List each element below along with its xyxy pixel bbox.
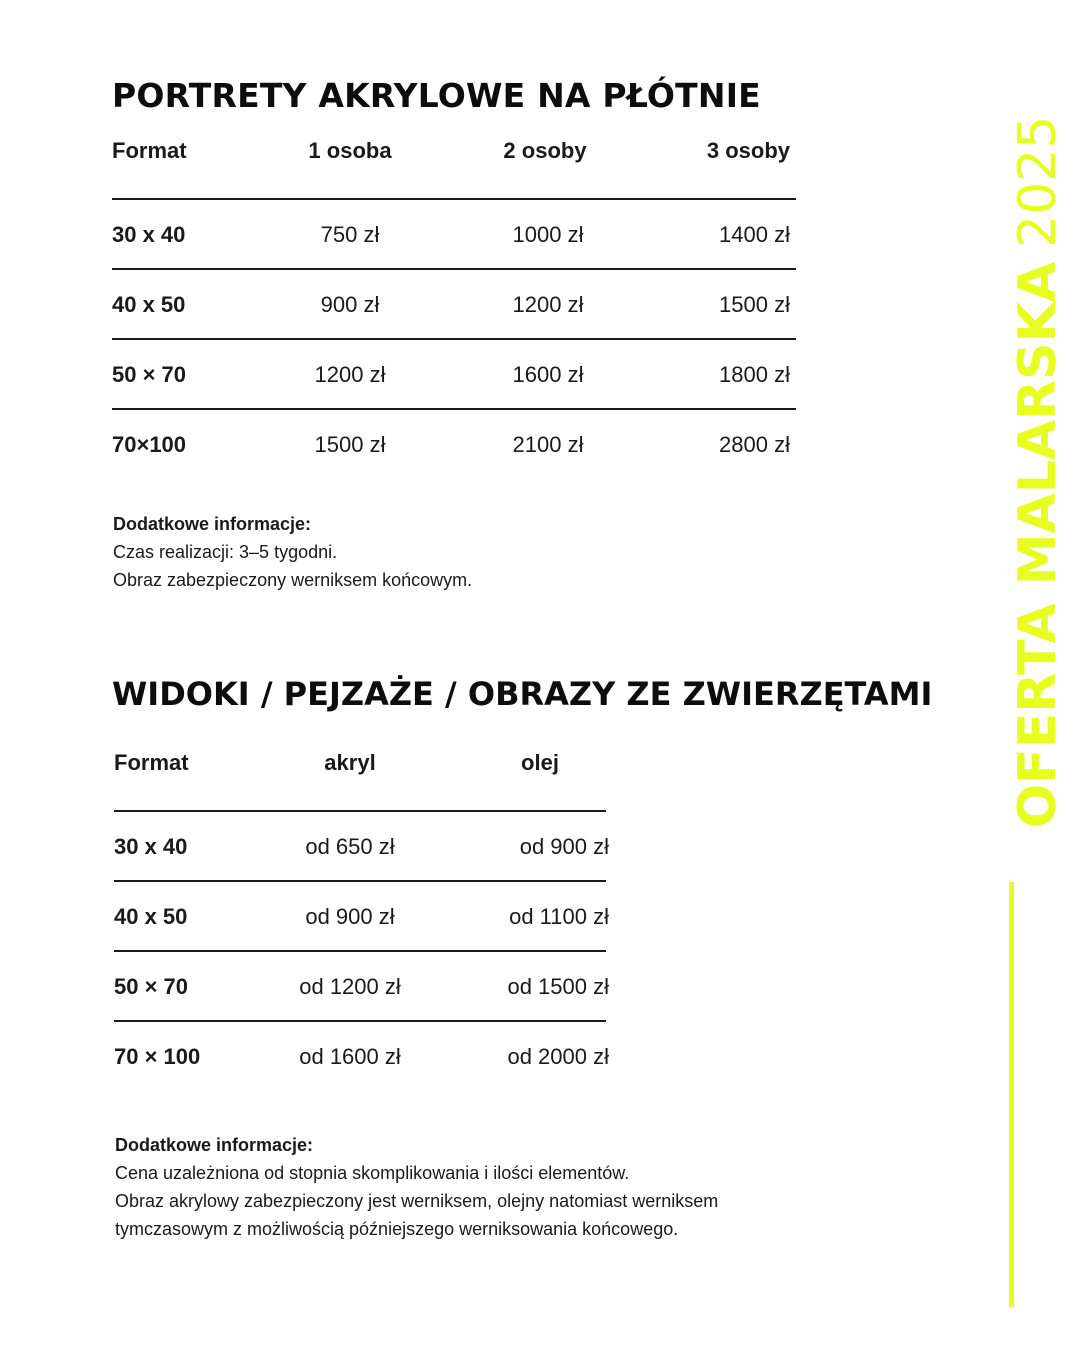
info-line: Cena uzależniona od stopnia skomplikowania i ilości elementów. [115, 1163, 630, 1183]
price-cell: od 900 zł [519, 834, 609, 859]
format-cell: 50 × 70 [114, 974, 189, 999]
format-cell: 70×100 [112, 432, 187, 457]
info-line: tymczasowym z możliwością późniejszego werniksowania końcowego. [115, 1219, 679, 1239]
table-row [112, 410, 796, 480]
price-cell: 750 zł [320, 222, 380, 247]
price-cell: od 1600 zł [299, 1044, 401, 1069]
format-cell: 50 × 70 [112, 362, 187, 387]
table-header [112, 126, 796, 200]
header-1-person: 1 osoba [308, 138, 392, 163]
price-cell: 1400 zł [719, 222, 790, 247]
table-row [114, 1022, 609, 1092]
section1-title: PORTRETY AKRYLOWE NA PŁÓTNIE [112, 76, 761, 115]
side-banner-year: 2025 [1008, 115, 1068, 248]
price-cell: od 1200 zł [299, 974, 401, 999]
table-row [114, 812, 609, 882]
section2-title: WIDOKI / PEJZAŻE / OBRAZY ZE ZWIERZĘTAMI [112, 675, 933, 713]
price-cell: 1000 zł [512, 222, 584, 247]
table-header [114, 738, 606, 812]
format-cell: 30 x 40 [112, 222, 186, 247]
section2-additional-info [115, 1131, 718, 1243]
table-row [114, 882, 609, 952]
table-row [114, 952, 609, 1022]
table-row [112, 270, 796, 340]
header-2-persons: 2 osoby [503, 138, 587, 163]
price-cell: 1500 zł [719, 292, 790, 317]
format-cell: 40 x 50 [114, 904, 188, 929]
header-3-persons: 3 osoby [706, 138, 790, 163]
format-cell: 30 x 40 [114, 834, 188, 859]
header-oil: olej [521, 750, 559, 775]
price-cell: od 2000 zł [507, 1044, 609, 1069]
landscape-price-table [114, 738, 609, 1092]
info-line: Czas realizacji: 3–5 tygodni. [113, 542, 338, 562]
accent-bar [1009, 882, 1014, 1307]
side-banner [1010, 116, 1066, 828]
info-heading: Dodatkowe informacje: [115, 1135, 314, 1155]
price-cell: od 1500 zł [507, 974, 609, 999]
portrait-price-table [112, 126, 796, 480]
price-cell: 2800 zł [719, 432, 790, 457]
info-line: Obraz akrylowy zabezpieczony jest werniksem, olejny natomiast werniksem [115, 1191, 719, 1211]
price-cell: 1200 zł [512, 292, 584, 317]
price-cell: 1600 zł [512, 362, 584, 387]
price-cell: 900 zł [320, 292, 380, 317]
table-row [112, 200, 796, 270]
price-cell: 1500 zł [314, 432, 386, 457]
header-format: Format [114, 750, 189, 775]
price-cell: od 900 zł [305, 904, 395, 929]
format-cell: 70 × 100 [114, 1044, 201, 1069]
section1-additional-info [113, 510, 472, 594]
format-cell: 40 x 50 [112, 292, 186, 317]
header-acrylic: akryl [324, 750, 376, 775]
price-cell: 2100 zł [512, 432, 584, 457]
info-heading: Dodatkowe informacje: [113, 514, 312, 534]
price-cell: 1200 zł [314, 362, 386, 387]
table-row [112, 340, 796, 410]
price-cell: od 1100 zł [509, 904, 609, 929]
info-line: Obraz zabezpieczony werniksem końcowym. [113, 570, 473, 590]
price-cell: 1800 zł [719, 362, 790, 387]
price-cell: od 650 zł [305, 834, 395, 859]
side-banner-title: OFERTA MALARSKA [1008, 261, 1068, 828]
header-format: Format [112, 138, 187, 163]
